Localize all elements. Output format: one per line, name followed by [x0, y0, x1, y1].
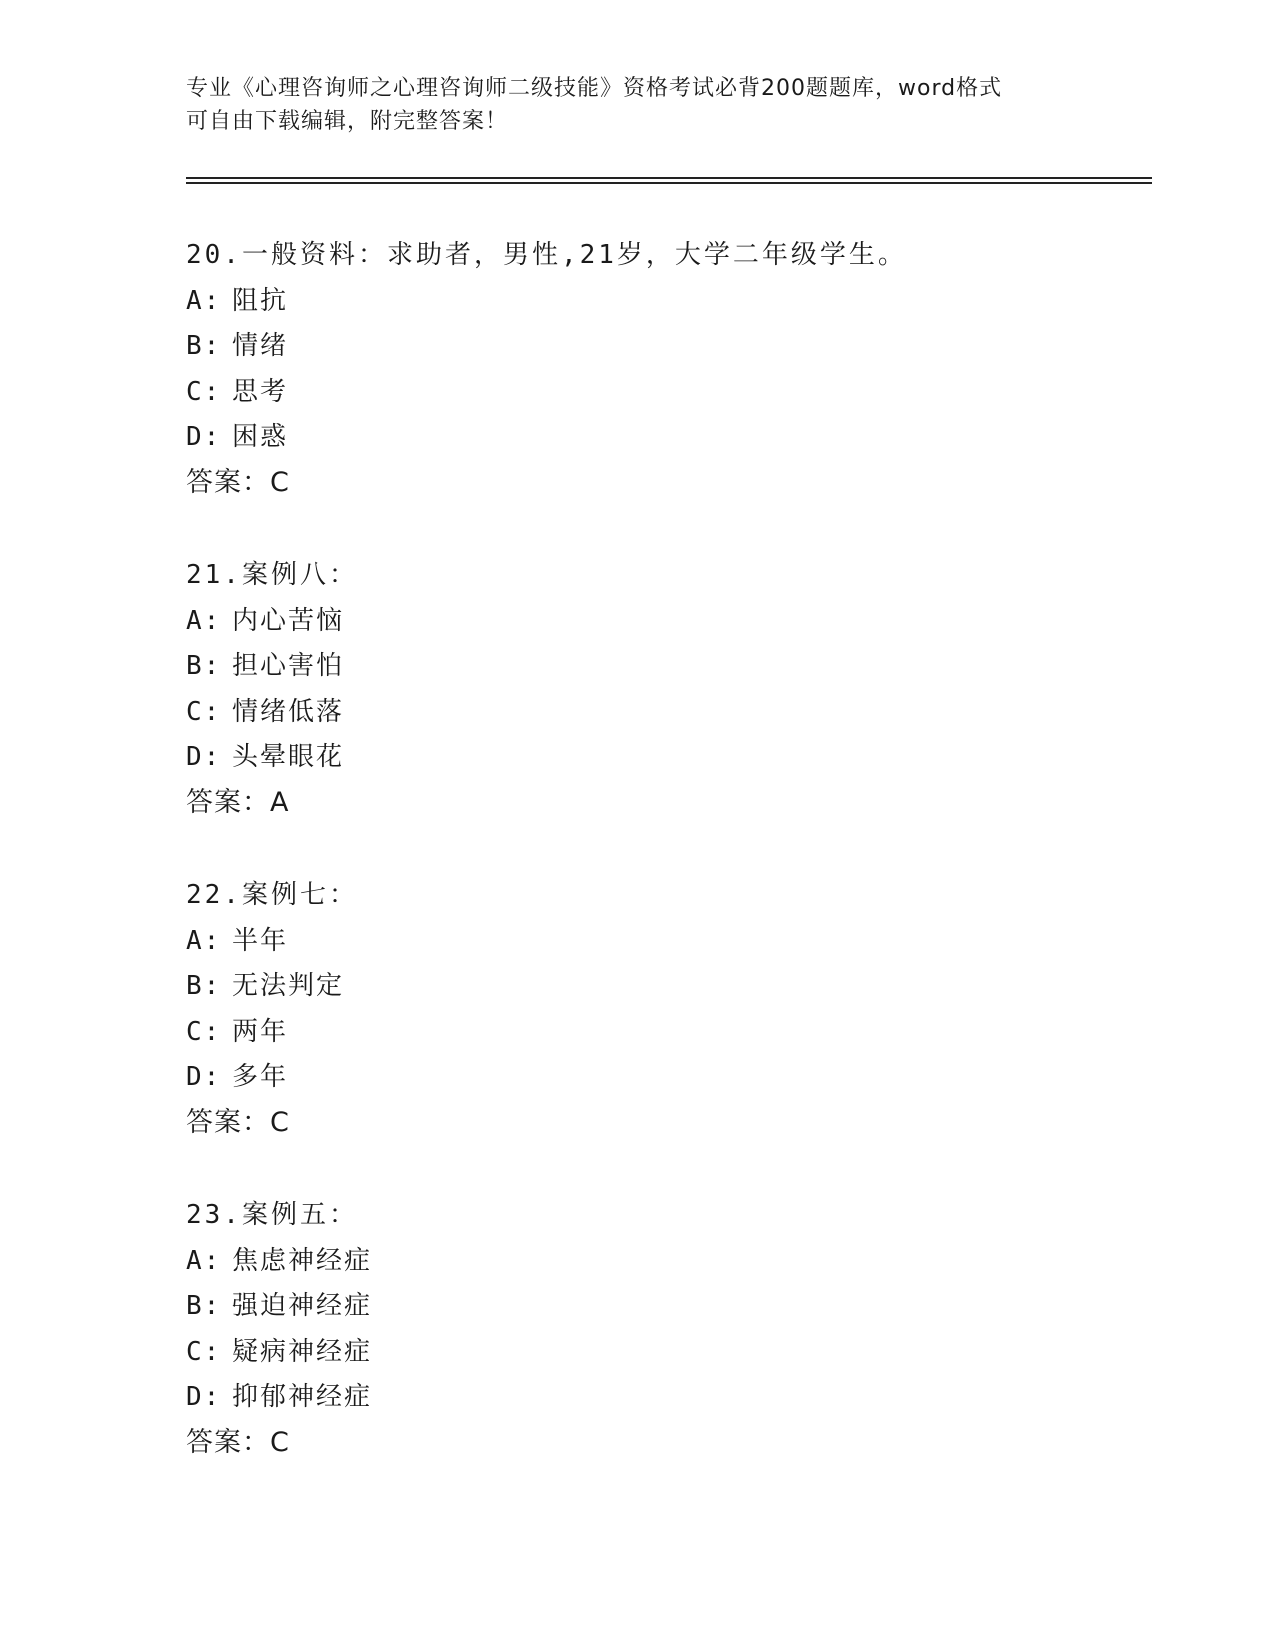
option-text: 情绪 — [232, 331, 289, 361]
document-header — [186, 72, 1086, 138]
option-key: A: — [186, 1245, 222, 1276]
option-a — [186, 598, 1086, 644]
option-key: C: — [186, 1016, 222, 1047]
option-key: B: — [186, 971, 222, 1001]
question-23 — [186, 1192, 1086, 1465]
option-text: 担心害怕 — [232, 651, 345, 681]
option-text: 无法判定 — [232, 971, 345, 1001]
option-c — [186, 1009, 1086, 1055]
answer: 答案：C — [186, 1426, 290, 1458]
header-divider — [186, 177, 1152, 184]
option-text: 内心苦恼 — [232, 605, 345, 636]
question-title: 22.案例七： — [186, 880, 358, 910]
answer: 答案：A — [186, 786, 290, 818]
option-text: 情绪低落 — [232, 696, 345, 727]
option-c — [186, 689, 1086, 735]
option-text: 抑郁神经症 — [232, 1382, 373, 1412]
option-text: 思考 — [232, 376, 289, 407]
option-text: 困惑 — [232, 422, 289, 452]
header-line-1: 专业《心理咨询师之心理咨询师二级技能》资格考试必背200题题库，word格式 — [186, 76, 1003, 101]
header-line-2: 可自由下载编辑，附完整答案！ — [186, 109, 509, 134]
question-20 — [186, 232, 1086, 505]
option-text: 焦虑神经症 — [232, 1245, 373, 1276]
option-key: C: — [186, 1336, 222, 1367]
option-d — [186, 734, 1086, 780]
answer: 答案：C — [186, 1106, 290, 1138]
question-22 — [186, 872, 1086, 1145]
option-d — [186, 1054, 1086, 1100]
option-c — [186, 369, 1086, 415]
option-key: A: — [186, 925, 222, 956]
question-title: 23.案例五： — [186, 1200, 358, 1230]
option-text: 强迫神经症 — [232, 1291, 373, 1321]
option-key: D: — [186, 422, 222, 452]
option-d — [186, 414, 1086, 460]
option-key: B: — [186, 651, 222, 681]
option-key: B: — [186, 331, 222, 361]
option-key: D: — [186, 742, 222, 772]
option-key: C: — [186, 696, 222, 727]
option-a — [186, 1238, 1086, 1284]
option-text: 两年 — [232, 1016, 289, 1047]
option-text: 疑病神经症 — [232, 1336, 373, 1367]
option-key: C: — [186, 376, 222, 407]
option-text: 半年 — [232, 925, 289, 956]
question-title: 20.一般资料：求助者，男性,21岁，大学二年级学生。 — [186, 240, 907, 270]
option-d — [186, 1374, 1086, 1420]
option-b — [186, 1283, 1086, 1329]
option-text: 阻抗 — [232, 285, 289, 316]
option-key: D: — [186, 1382, 222, 1412]
option-b — [186, 643, 1086, 689]
option-key: A: — [186, 285, 222, 316]
answer: 答案：C — [186, 466, 290, 498]
option-key: D: — [186, 1062, 222, 1092]
option-b — [186, 323, 1086, 369]
option-text: 多年 — [232, 1062, 289, 1092]
question-21 — [186, 552, 1086, 825]
option-b — [186, 963, 1086, 1009]
option-key: B: — [186, 1291, 222, 1321]
option-text: 头晕眼花 — [232, 742, 345, 772]
question-list — [186, 232, 1086, 1512]
option-a — [186, 918, 1086, 964]
question-title: 21.案例八： — [186, 560, 358, 590]
option-key: A: — [186, 605, 222, 636]
option-a — [186, 278, 1086, 324]
option-c — [186, 1329, 1086, 1375]
